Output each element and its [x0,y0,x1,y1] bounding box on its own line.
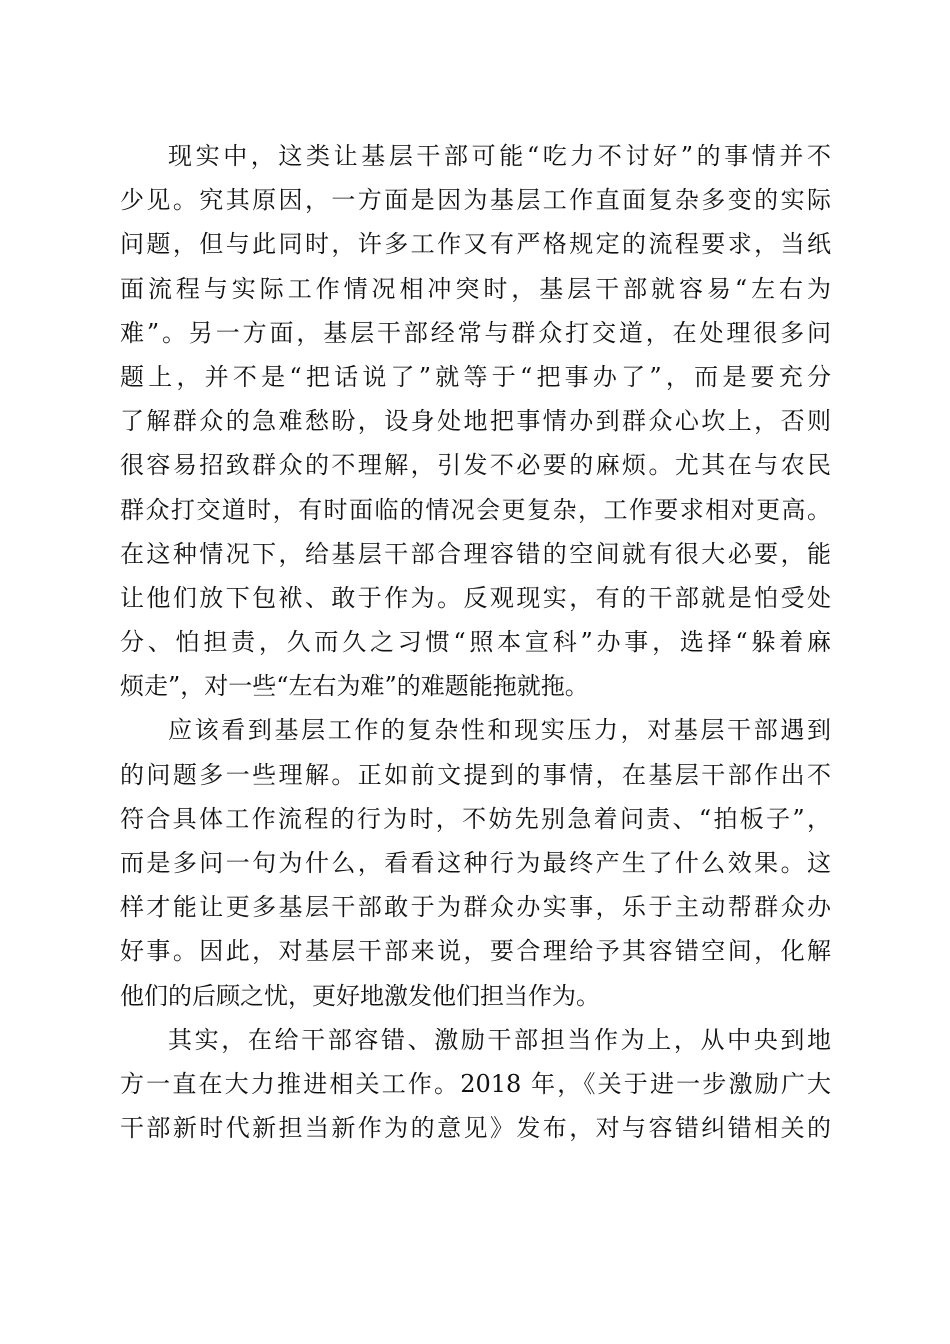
text-line: 少见。究其原因，一方面是因为基层工作直面复杂多变的实际 [120,186,831,215]
document-body [120,134,831,1150]
text-line: 样才能让更多基层干部敢于为群众办实事，乐于主动帮群众办 [120,893,831,922]
text-line: 面流程与实际工作情况相冲突时，基层干部就容易“左右为 [120,274,831,303]
text-line: 烦走”，对一些“左右为难”的难题能拖就拖。 [120,672,589,701]
text-line: 他们的后顾之忧，更好地激发他们担当作为。 [120,981,600,1010]
text-line: 在这种情况下，给基层干部合理容错的空间就有很大必要，能 [120,539,831,568]
text-line: 干部新时代新担当新作为的意见》发布，对与容错纠错相关的 [120,1114,831,1143]
text-line: 方一直在大力推进相关工作。2018 年，《关于进一步激励广大 [120,1069,831,1098]
text-line: 的问题多一些理解。正如前文提到的事情，在基层干部作出不 [120,760,831,789]
paragraph-1 [120,134,831,708]
text-line: 分、怕担责，久而久之习惯“照本宣科”办事，选择“躲着麻 [120,628,831,657]
text-line: 很容易招致群众的不理解，引发不必要的麻烦。尤其在与农民 [120,451,831,480]
text-line: 应该看到基层工作的复杂性和现实压力，对基层干部遇到 [168,716,831,745]
paragraph-2 [120,708,831,1017]
text-line: 符合具体工作流程的行为时，不妨先别急着问责、“拍板子”， [120,804,831,833]
text-line: 了解群众的急难愁盼，设身处地把事情办到群众心坎上，否则 [120,407,831,436]
paragraph-3 [120,1018,831,1151]
text-line: 其实，在给干部容错、激励干部担当作为上，从中央到地 [168,1025,831,1054]
text-line: 现实中，这类让基层干部可能“吃力不讨好”的事情并不 [168,142,831,170]
text-line: 好事。因此，对基层干部来说，要合理给予其容错空间，化解 [120,937,831,966]
text-line: 题上，并不是“把话说了”就等于“把事办了”，而是要充分 [120,362,831,391]
text-line: 让他们放下包袱、敢于作为。反观现实，有的干部就是怕受处 [120,583,831,612]
text-line: 而是多问一句为什么，看看这种行为最终产生了什么效果。这 [120,849,831,877]
text-line: 群众打交道时，有时面临的情况会更复杂，工作要求相对更高。 [120,495,831,524]
text-line: 问题，但与此同时，许多工作又有严格规定的流程要求，当纸 [120,230,831,259]
text-line: 难”。另一方面，基层干部经常与群众打交道，在处理很多问 [120,318,831,347]
